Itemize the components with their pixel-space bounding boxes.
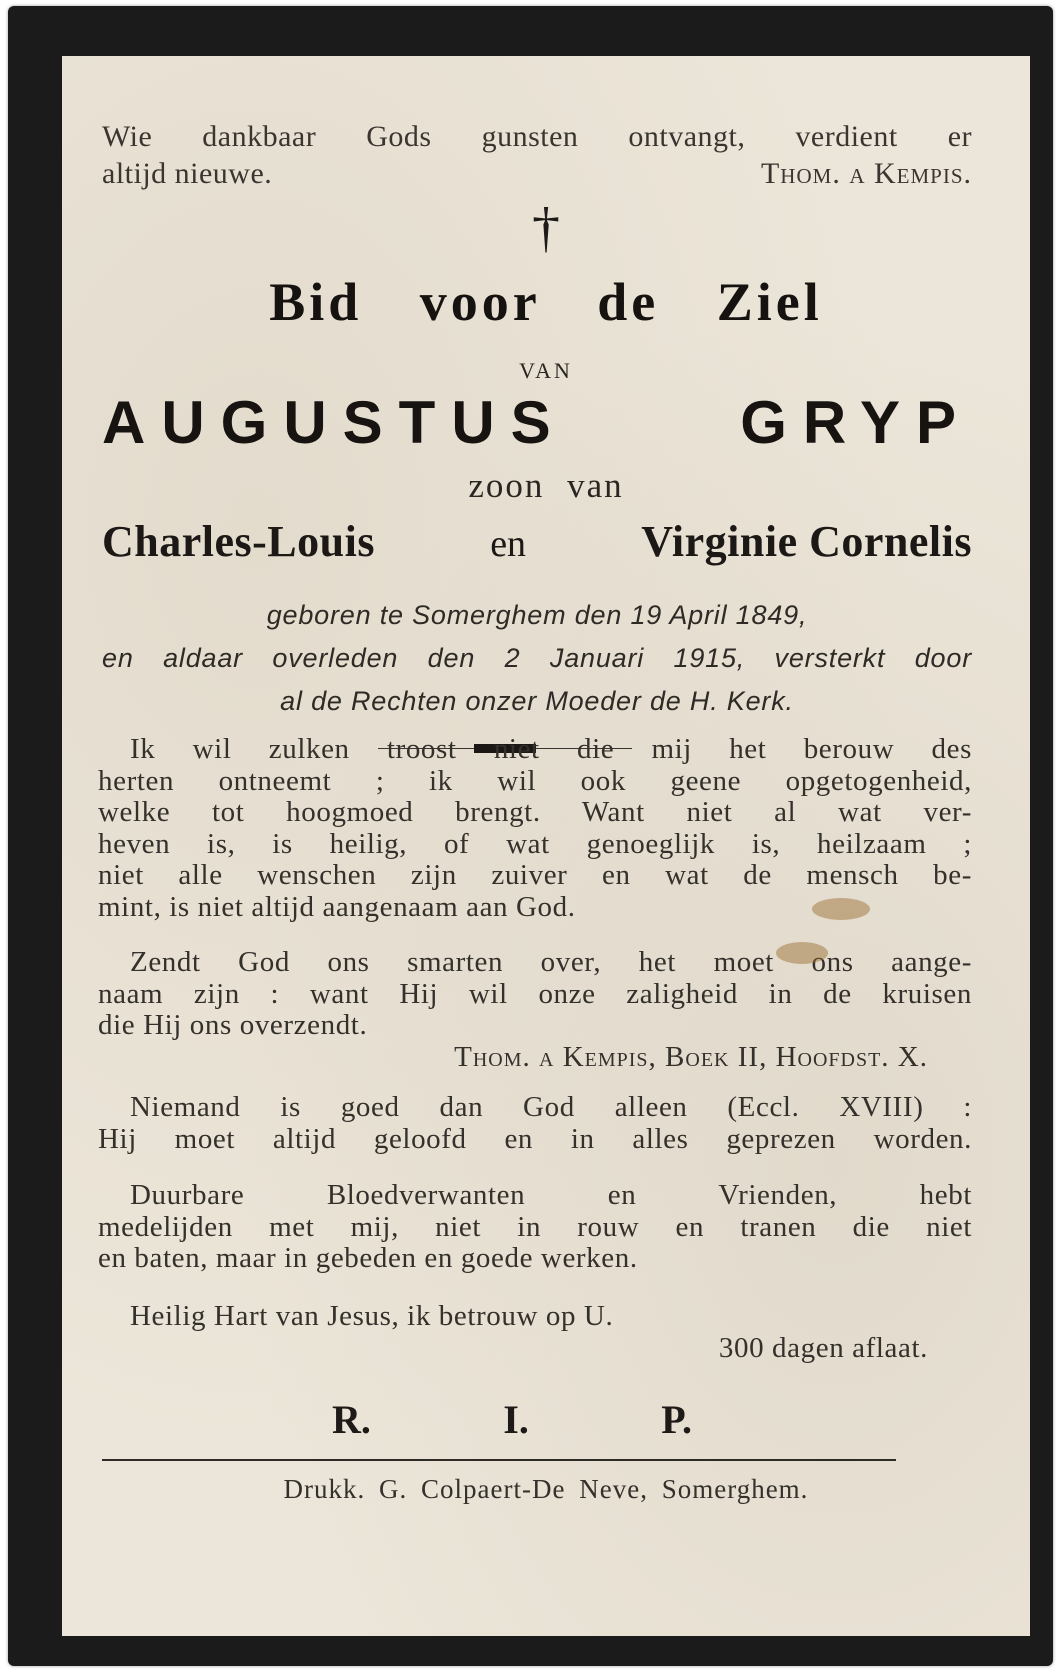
paragraph-line: Hij moet altijd geloofd en in alles geprezen worden. — [98, 1122, 972, 1155]
memorial-card — [8, 6, 1053, 1666]
paragraph-troost — [98, 734, 972, 923]
zoon-van-label: zoon van — [468, 466, 624, 505]
paper-stain — [776, 942, 828, 964]
deceased-last-name: GRYP — [740, 389, 972, 456]
parents-conjunction: en — [490, 523, 527, 565]
paragraph-source: Thom. a Kempis, Boek II, Hoofdst. X. — [454, 1040, 928, 1073]
paragraph-line: welke tot hoogmoed brengt. Want niet al wat ver- — [98, 796, 972, 828]
birth-death-text — [102, 594, 972, 723]
paragraph-line: Zendt God ons smarten over, het moet ons aange- — [130, 946, 972, 978]
prayer-block — [98, 1301, 972, 1364]
deceased-name — [102, 388, 972, 457]
heading-bid-voor-de-ziel: Bid voor de Ziel — [269, 272, 823, 332]
card-paper — [62, 56, 1030, 1636]
paragraph-line: Duurbare Bloedverwanten en Vrienden, hebt — [130, 1179, 972, 1211]
rip-letter: I. — [503, 1397, 529, 1442]
parents-line — [102, 516, 972, 567]
van-label: VAN — [519, 358, 573, 383]
paragraph-line: die Hij ons overzendt. — [98, 1009, 368, 1041]
mother-name: Virginie Cornelis — [641, 517, 972, 566]
paragraph-line: naam zijn : want Hij wil onze zaligheid in de kruisen — [98, 977, 972, 1010]
epigraph-line-1: Wie dankbaar Gods gunsten ontvangt, verdient er — [102, 120, 972, 153]
paragraph-bloedverwanten — [98, 1180, 972, 1275]
epigraph — [102, 118, 972, 192]
rip-letters — [332, 1396, 692, 1443]
footer-rule — [102, 1459, 896, 1461]
paragraph-niemand — [98, 1092, 972, 1155]
paper-stain — [812, 898, 870, 920]
paragraph-line: heven is, is heilig, of wat genoeglijk is, heilzaam ; — [98, 827, 972, 860]
rip-letter: P. — [661, 1397, 692, 1442]
paragraph-line: herten ontneemt ; ik wil ook geene opgetogenheid, — [98, 764, 972, 797]
father-name: Charles-Louis — [102, 517, 375, 566]
epigraph-author: Thom. a Kempis. — [760, 157, 972, 190]
epigraph-line-2-text: altijd nieuwe. — [102, 157, 273, 190]
birth-line: geboren te Somerghem den 19 April 1849, — [266, 600, 808, 630]
death-line: en aldaar overleden den 2 Januari 1915, versterkt door — [102, 643, 972, 673]
prayer-line: Heilig Hart van Jesus, ik betrouw op U. — [130, 1300, 614, 1332]
deceased-first-name: AUGUSTUS — [102, 389, 567, 456]
paragraph-smarten — [98, 947, 972, 1073]
paragraph-line: Niemand is goed dan God alleen (Eccl. XVIII) : — [130, 1091, 972, 1123]
indulgence-line: 300 dagen aflaat. — [718, 1331, 928, 1364]
epigraph-line-2 — [102, 155, 972, 192]
paragraph-line: en baten, maar in gebeden en goede werken. — [98, 1242, 638, 1274]
sacraments-line: al de Rechten onzer Moeder de H. Kerk. — [280, 686, 794, 716]
cross-icon: † — [532, 197, 560, 259]
rip-letter: R. — [332, 1397, 371, 1442]
paragraph-line: Ik wil zulken troost niet die mij het berouw des — [130, 733, 972, 765]
paragraph-line: medelijden met mij, niet in rouw en tranen die niet — [98, 1210, 972, 1243]
paragraph-line: niet alle wenschen zijn zuiver en wat de mensch be- — [98, 859, 972, 891]
paragraph-line: mint, is niet altijd aangenaam aan God. — [98, 890, 576, 923]
printer-credit: Drukk. G. Colpaert-De Neve, Somerghem. — [283, 1474, 809, 1504]
